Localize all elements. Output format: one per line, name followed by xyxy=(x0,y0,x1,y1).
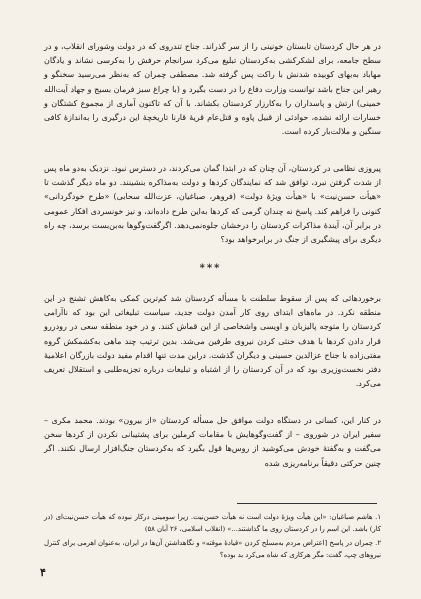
footnote-2: ۲. چمران در پاسخ [اعتراض مردم به‌مسلح کردن «قیادهٔ موقته» و نگاهداشتن آن‌ها در ایران، به‌عنوان اهرمی برای کنترل نیروهای چپ، گفت: مگر هرکاری که شاه می‌کرد بد بوده؟ xyxy=(44,539,381,559)
paragraph-text: در کنار این، کسانی در دستگاه دولت موافق حل مسأله کردستان «از بیرون» بودند. محمد مکری – سفیر ایران در شوروی – از گفت‌وگوهایش با مقامات کرملین برای پشتیبانی نکردن از کردها سخن می‌گفت و به‌گفتهٔ خودش می‌کوشید از روس‌ها قول بگیرد که به‌کردستان جنگ‌افزار ارسال نکنند. اگر چنین حرکتی دقیقاً برنامه‌ریزی شده xyxy=(44,416,381,468)
body-paragraph-4 xyxy=(44,414,381,471)
page-number: ۴ xyxy=(40,566,46,579)
paragraph-text: پیروزی نظامی در کردستان، آن چنان که در ابتدا گمان می‌کردند، در دسترس نبود. نزدیک به‌دو ماه پس از شدت گرفتن نبرد، توافق شد که نمایندگان کردها و دولت به‌مذاکره بنشینند. دو ماه دیگر گذشت تا «هیأت حسن‌نیت» با «هیأت ویژهٔ دولت» (فروهر، صباغیان، عزت‌الله سحابی) «طرح خودگردانی» کنونی را فراهم کند. پاسخ نه چندان گرمی که کردها به‌این طرح داده‌اند، و نیز خونسردی افکار عمومی در برابر آن، آیندهٔ مذاکرات کردستان را درخشان جلوه‌نمی‌دهد. اگرگفت‌وگوها به‌بن‌بست برسد، چه راه دیگری برای پیشگیری از جنگ در برابرخواهد بود؟ xyxy=(44,164,381,245)
footnote-1: ۱. هاشم صباغیان: «این هیأت ویژهٔ دولت است نه هیأت حسن‌نیت. زیرا سومینی درکار نبوده که هیأت حسن‌نیت‌ای (در کار) باشد. این اسم را در کردستان روی ما گذاشتند...» (انقلاب اسلامی، ۲۶ آبان ۵۸) xyxy=(44,513,381,533)
section-divider: *** xyxy=(199,263,222,274)
body-paragraph-1 xyxy=(44,40,381,139)
footnotes xyxy=(44,512,381,564)
paragraph-text: برخوردهائی که پس از سقوط سلطنت با مسأله کردستان شد کم‌ترین کمکی به‌کاهش تشنج در این منطقه نکرد. در ماه‌های ابتدای روی کار آمدن دولت جدید، سیاست تبلیغاتی این بود که ناآرامی کردستان را متوجه پالیزبان و اویسی واشخاصی از این قماش کنند. و در خود منطقه سعی در رودررو قرار دادن کردها با هدف خنثی کردن نیروی طرفین می‌شد. بدین ترتیب چند ماهی به‌کشمکش گروه مفتی‌زاده با جناح عزالدین حسینی و دیگران گذشت. دراین مدت تنها اقدام مفید دولت بازرگان اعلامیهٔ دفتر نخست‌وزیری بود که در آن کردستان را از اشتباه و تبلیغات درباره تجزیه‌طلبی و استقلال تعریف می‌کرد. xyxy=(44,294,381,389)
paragraph-text: در هر حال کردستان تابستان خونینی را از سر گذراند. جناح تندروی که در دولت وشورای انقلاب، و در سطح جامعه، برای لشکرکشی به‌کردستان تبلیغ می‌کرد سرانجام حرفش را به‌کرسی نشاند و یادگان مهاباد به‌بهای کوبیده شدنش با راکت پس گرفته شد. مصطفی چمران که به‌نظر می‌رسید سخنگو و رهبر این جناح باشد توانست وزارت دفاع را در دست بگیرد و (با چراغ سبز فرمان بسیج و جهاد آیت‌الله خمینی) ارتش و پاسداران را به‌کارزار کردستان بکشاند. با آن که تاکنون آماری از مجموع کشتگان و خسارات ارائه نشده، حوادثی از قبیل پاوه و قتل‌عام قریهٔ قارنا تاریخچهٔ این درگیری را به‌اندازهٔ کافی سنگین و ملالت‌بار کرده است. xyxy=(44,42,381,137)
body-paragraph-3 xyxy=(44,292,381,391)
footnote-separator xyxy=(237,503,377,504)
body-paragraph-2 xyxy=(44,162,381,247)
